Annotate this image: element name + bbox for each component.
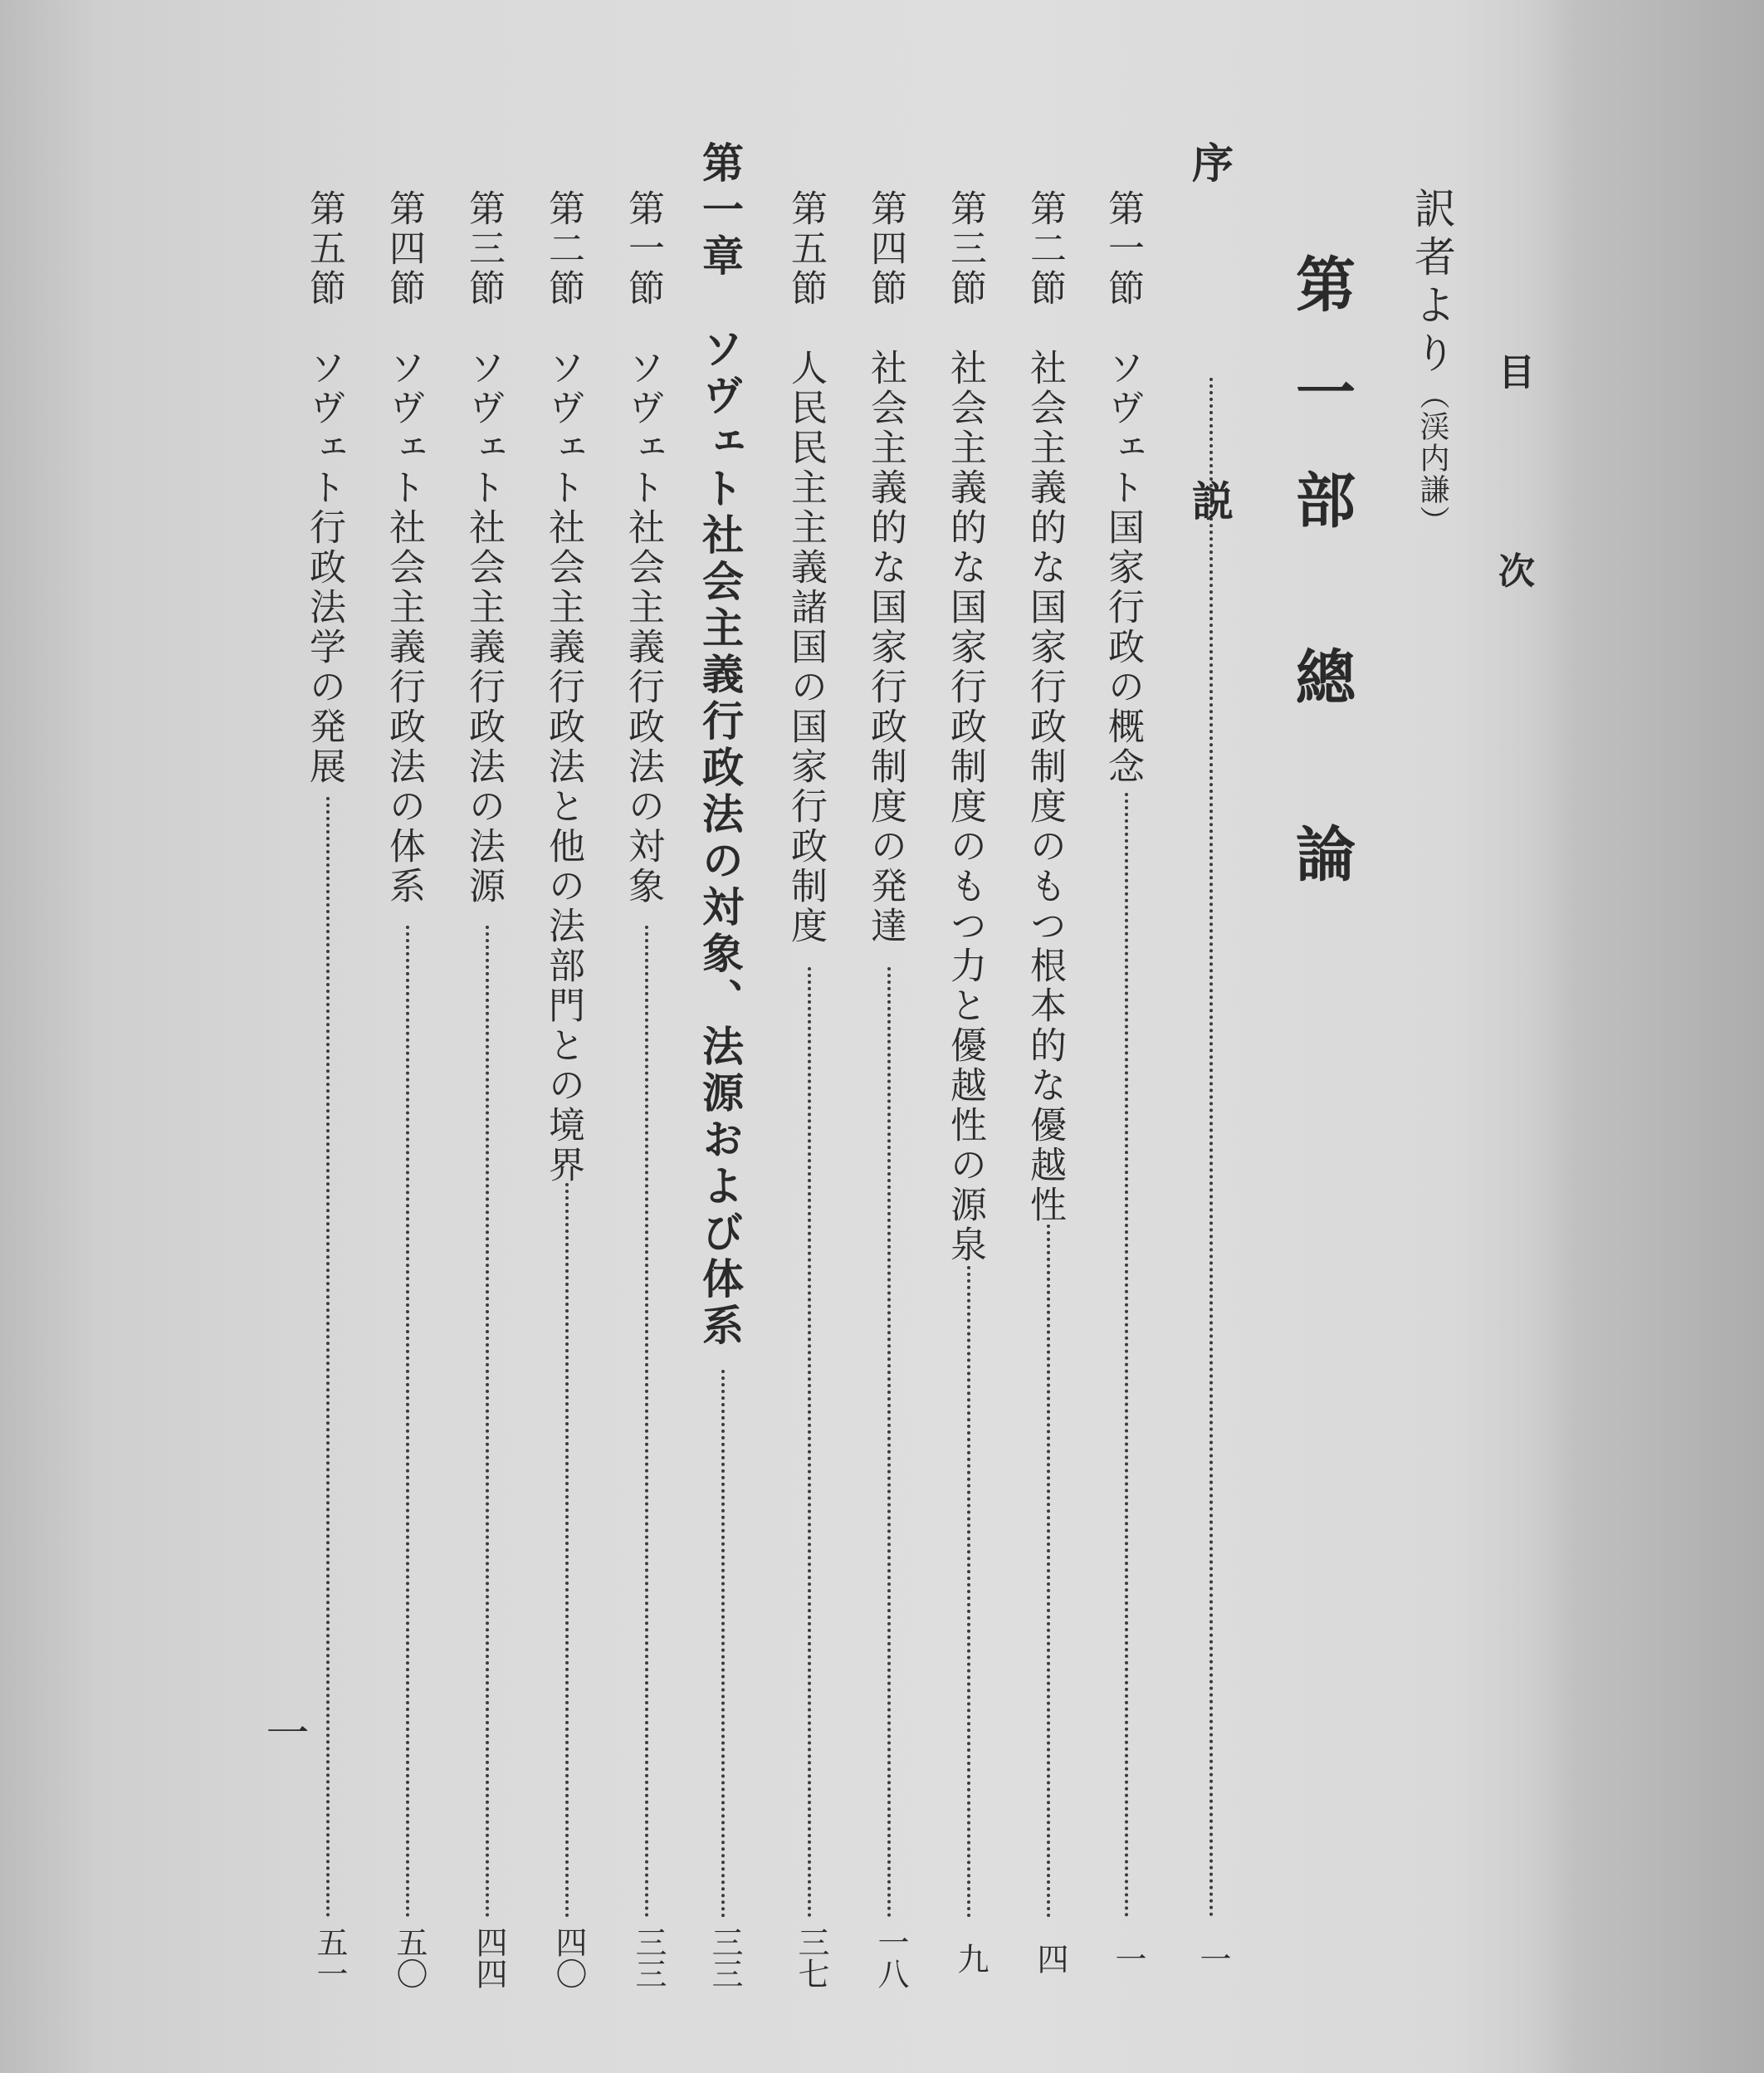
section-leader [808,967,811,1918]
section-title: ソヴェト社会主義行政法の対象 [622,349,664,907]
preface-page: 一 [1195,1943,1231,1974]
section-no: 第一節 [622,189,664,309]
section-no: 第四節 [864,189,906,309]
section-leader [1125,793,1128,1918]
section-title: ソヴェト社会主義行政法の体系 [383,349,425,907]
section-no: 第三節 [462,189,505,309]
chapter-no: 第一章 [696,141,745,281]
preface-section-1 [1102,189,1144,787]
section-leader [645,926,648,1918]
section-no: 第三節 [944,189,986,309]
section-leader [326,797,330,1918]
preface-section-2 [1024,189,1066,1225]
chapter-name: ソヴェト社会主義行政法の対象、法源および体系 [696,327,745,1350]
chapter-section-4 [383,189,425,907]
section-no: 第二節 [542,189,584,309]
preface-section-5 [784,189,827,946]
chapter-section-3 [462,189,505,907]
section-title: 社会主義的な国家行政制度のもつ根本的な優越性 [1024,349,1066,1225]
section-no: 第二節 [1024,189,1066,309]
section-no: 第五節 [303,189,345,309]
section-leader [406,926,409,1918]
section-no: 第五節 [784,189,827,309]
preface-leader [1209,378,1213,1918]
section-title: ソヴェト社会主義行政法の法源 [462,349,505,907]
section-title: ソヴェト社会主義行政法と他の法部門との境界 [542,349,584,1186]
section-page: 五一 [311,1926,348,1989]
toc-title: 目 次 [1492,353,1534,663]
section-no: 第四節 [383,189,425,309]
section-page: 三七 [793,1926,829,1989]
section-leader [486,926,489,1918]
chapter-section-1 [622,189,664,907]
section-leader [1047,1225,1050,1918]
chapter-leader [721,1370,725,1918]
section-title: ソヴェト国家行政の概念 [1102,349,1144,787]
section-leader [887,967,891,1918]
translator-name: （渓内謙） [1415,379,1449,537]
chapter-title [696,141,745,1350]
section-leader [565,1183,569,1918]
section-leader [967,1266,970,1918]
section-title: ソヴェト行政法学の発展 [303,349,345,787]
folio-page-number: 一 [258,1710,308,1753]
section-page: 三三 [630,1926,667,1989]
translator-label: 訳者より [1408,187,1456,379]
section-page: 四 [1032,1943,1068,1974]
section-page: 九 [952,1943,989,1974]
preface-section-3 [944,189,986,1265]
section-page: 四四 [471,1926,507,1989]
section-title: 社会主義的な国家行政制度のもつ力と優越性の源泉 [944,349,986,1265]
page-shadow [1548,0,1764,2073]
section-page: 五〇 [391,1926,428,1989]
chapter-section-5 [303,189,345,787]
chapter-page: 三三 [706,1926,743,1989]
preface-section-4 [864,189,906,946]
section-no: 第一節 [1102,189,1144,309]
section-title: 社会主義的な国家行政制度の発達 [864,349,906,946]
section-page: 一 [1110,1943,1146,1974]
translator-note [1408,187,1456,537]
part-title: 第一部 總 論 [1286,253,1356,931]
section-page: 一八 [872,1926,909,1989]
section-page: 四〇 [550,1926,587,1989]
preface-title: 序 説 [1185,141,1234,662]
chapter-section-2 [542,189,584,1186]
section-title: 人民民主主義諸国の国家行政制度 [784,349,827,946]
